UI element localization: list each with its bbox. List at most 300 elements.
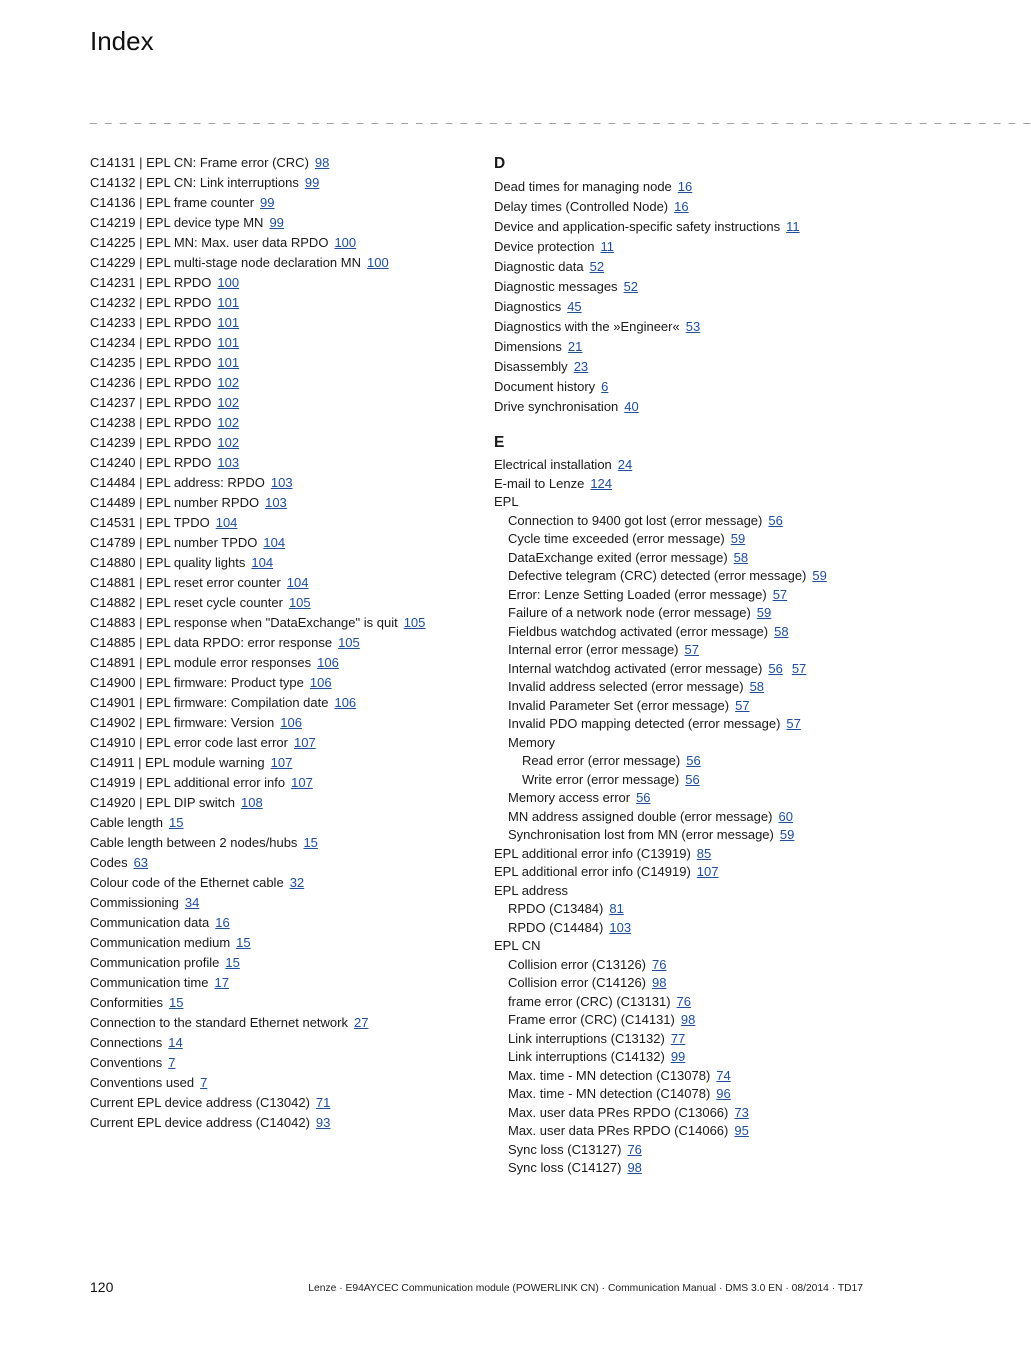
- page-link[interactable]: 100: [334, 235, 357, 250]
- index-entry-term: Max. time - MN detection (C14078): [508, 1086, 711, 1101]
- index-entry: [90, 713, 475, 733]
- index-entry: [494, 993, 874, 1012]
- index-entry-term: C14136 | EPL frame counter: [90, 195, 255, 210]
- page-link[interactable]: 107: [294, 735, 316, 750]
- page-link[interactable]: 15: [236, 935, 251, 950]
- index-entry: [494, 623, 874, 642]
- page-link[interactable]: 59: [730, 531, 746, 546]
- index-entry-term: Communication profile: [90, 955, 220, 970]
- index-entry: [90, 473, 475, 493]
- index-entry-term: C14531 | EPL TPDO: [90, 515, 210, 530]
- index-entry-term: Connections: [90, 1035, 163, 1050]
- index-entry-term: Max. user data PRes RPDO (C13066): [508, 1104, 729, 1120]
- index-entry: [494, 197, 874, 217]
- index-entry: [90, 233, 475, 253]
- page-link[interactable]: 103: [265, 495, 287, 510]
- index-entry-term: EPL additional error info (C13919): [494, 845, 691, 861]
- footer-text: Lenze · E94AYCEC Communication module (POWERLINK CN) · Communication Manual · DMS 3.0 EN · 08/2014 · TD17: [308, 1283, 863, 1294]
- page-link[interactable]: 100: [217, 275, 240, 290]
- index-entry: [494, 1067, 874, 1086]
- index-entry: [90, 913, 475, 933]
- index-entry-term: Electrical installation: [494, 457, 612, 472]
- page-link[interactable]: 45: [567, 299, 582, 314]
- index-entry-term: Device protection: [494, 239, 595, 254]
- index-entry: [90, 593, 475, 613]
- index-entry: [494, 377, 874, 397]
- index-entry-term: Link interruptions (C13132): [508, 1030, 665, 1046]
- index-entry: [90, 193, 475, 213]
- index-entry: [90, 293, 475, 313]
- index-entry-term: C14235 | EPL RPDO: [90, 355, 212, 370]
- index-entry-term: Codes: [90, 855, 128, 870]
- index-entry: [90, 313, 475, 333]
- index-entry: [494, 752, 874, 771]
- page-link[interactable]: 76: [676, 993, 692, 1009]
- index-entry: [90, 953, 475, 973]
- page-link[interactable]: 99: [670, 1049, 686, 1064]
- index-entry: [494, 974, 874, 993]
- index-entry: [90, 613, 475, 633]
- index-entry: [90, 973, 475, 993]
- page-link[interactable]: 93: [315, 1115, 331, 1130]
- index-entry-term: EPL additional error info (C14919): [494, 864, 691, 879]
- index-entry: [90, 633, 475, 653]
- index-entry: [90, 833, 475, 853]
- page-link[interactable]: 105: [403, 615, 426, 630]
- index-entry: [494, 956, 874, 975]
- page-link[interactable]: 56: [685, 771, 700, 787]
- index-entry-term: Connection to the standard Ethernet network: [90, 1015, 348, 1030]
- index-entry-term: Error: Lenze Setting Loaded (error message): [508, 586, 767, 602]
- index-entry-term: C14880 | EPL quality lights: [90, 555, 246, 570]
- index-entry-term: Current EPL device address (C13042): [90, 1095, 310, 1110]
- page-link[interactable]: 53: [685, 319, 701, 334]
- index-entry: [494, 641, 874, 660]
- index-entry-term: DataExchange exited (error message): [508, 549, 728, 565]
- index-entry: [494, 237, 874, 257]
- index-entry: [90, 1113, 475, 1133]
- index-entry-term: Defective telegram (CRC) detected (error message): [508, 568, 807, 583]
- index-entry: [494, 900, 874, 919]
- index-entry: [90, 453, 475, 473]
- page-link[interactable]: 71: [315, 1095, 331, 1110]
- index-entry: [90, 1033, 475, 1053]
- page-link[interactable]: 59: [756, 605, 772, 620]
- index-entry: [90, 893, 475, 913]
- index-entry-term: C14484 | EPL address: RPDO: [90, 475, 265, 490]
- page-link[interactable]: 58: [733, 549, 749, 565]
- index-entry: [494, 808, 874, 827]
- index-letter-heading: D: [494, 155, 506, 172]
- index-entry-term: C14232 | EPL RPDO: [90, 295, 212, 310]
- index-entry-term: Document history: [494, 379, 596, 394]
- page-link[interactable]: 77: [670, 1030, 686, 1046]
- page-link[interactable]: 59: [779, 827, 795, 842]
- index-entry: [494, 177, 874, 197]
- page-link[interactable]: 124: [590, 475, 613, 491]
- index-entry: [494, 586, 874, 605]
- page-link[interactable]: 57: [684, 642, 699, 657]
- page-link[interactable]: 15: [169, 815, 184, 830]
- page-link[interactable]: 58: [774, 623, 789, 639]
- page-link[interactable]: 57: [791, 660, 807, 676]
- index-entry: [494, 217, 874, 237]
- page-link[interactable]: 73: [734, 1104, 749, 1120]
- index-entry: [494, 1030, 874, 1049]
- index-entry-term: Conventions used: [90, 1075, 195, 1090]
- page-link[interactable]: 105: [288, 595, 311, 610]
- page-link[interactable]: 15: [168, 995, 184, 1010]
- index-entry-term: Link interruptions (C14132): [508, 1049, 665, 1064]
- index-entry-term: Drive synchronisation: [494, 399, 619, 414]
- index-entry-term: C14229 | EPL multi-stage node declaration MN: [90, 255, 361, 270]
- index-entry: [494, 697, 874, 716]
- index-entry: [494, 397, 874, 417]
- index-entry-term: C14239 | EPL RPDO: [90, 435, 212, 450]
- index-entry-term: Diagnostic data: [494, 259, 584, 274]
- index-entry: [90, 253, 475, 273]
- page-link[interactable]: 98: [314, 155, 330, 170]
- index-entry: [90, 933, 475, 953]
- index-entry-term: C14238 | EPL RPDO: [90, 415, 212, 430]
- index-entry-term: Device and application-specific safety instructions: [494, 219, 781, 234]
- index-entry: [494, 1104, 874, 1123]
- index-entry-term: EPL address: [494, 882, 568, 898]
- index-entry-term: Cable length: [90, 815, 163, 830]
- index-entry: [494, 660, 874, 679]
- index-entry: [494, 882, 874, 901]
- index-entry-term: Communication medium: [90, 935, 231, 950]
- index-entry: [90, 273, 475, 293]
- page-link[interactable]: 98: [627, 1160, 642, 1175]
- page-link[interactable]: 76: [627, 1141, 642, 1157]
- page-link[interactable]: 104: [251, 555, 274, 570]
- page-link[interactable]: 11: [600, 239, 614, 254]
- index-entry: [90, 753, 475, 773]
- index-entry-term: Invalid PDO mapping detected (error message): [508, 716, 781, 731]
- index-entry-term: Conformities: [90, 995, 163, 1010]
- page-link[interactable]: 76: [652, 956, 667, 972]
- page-title: Index: [90, 26, 154, 56]
- page-link[interactable]: 104: [215, 515, 238, 530]
- index-entry-term: Collision error (C14126): [508, 975, 646, 990]
- index-entry-term: C14219 | EPL device type MN: [90, 215, 264, 230]
- index-entry-term: C14882 | EPL reset cycle counter: [90, 595, 283, 610]
- index-entry: [494, 567, 874, 586]
- index-entry: [90, 153, 475, 173]
- page-link[interactable]: 101: [217, 315, 240, 330]
- index-entry-term: EPL: [494, 494, 519, 509]
- index-entry-term: Sync loss (C13127): [508, 1141, 622, 1157]
- page-link[interactable]: 95: [734, 1123, 749, 1138]
- index-entry: [494, 1048, 874, 1067]
- index-entry-term: C14234 | EPL RPDO: [90, 335, 212, 350]
- index-entry-term: Invalid Parameter Set (error message): [508, 697, 730, 713]
- page-link[interactable]: 34: [184, 895, 200, 910]
- index-entry: [90, 1093, 475, 1113]
- index-entry-term: RPDO (C13484): [508, 901, 604, 916]
- page-link[interactable]: 15: [303, 835, 318, 850]
- index-entry: [90, 213, 475, 233]
- page-link[interactable]: 32: [289, 875, 305, 890]
- index-entry: [494, 771, 874, 790]
- index-entry-term: C14900 | EPL firmware: Product type: [90, 675, 304, 690]
- index-entry-term: C14891 | EPL module error responses: [90, 655, 312, 670]
- index-entry-term: Synchronisation lost from MN (error message): [508, 827, 774, 842]
- page-link[interactable]: 74: [716, 1067, 731, 1083]
- index-entry: [494, 337, 874, 357]
- page-link[interactable]: 57: [772, 586, 788, 602]
- header-divider: _ _ _ _ _ _ _ _ _ _ _ _ _ _ _ _ _ _ _ _ _ _ _ _ _ _ _ _ _ _ _ _ _ _ _ _ _ _ _ _ _ _ _ _ _ _ _ _ _ _ _ _ _ _ _ _ _ _ _ _ _ _ _ _: [90, 110, 1031, 124]
- index-entry-term: Conventions: [90, 1055, 163, 1070]
- page-link[interactable]: 16: [215, 915, 230, 930]
- page-link[interactable]: 23: [573, 359, 589, 374]
- page-link[interactable]: 101: [217, 355, 240, 370]
- index-entry-term: C14883 | EPL response when "DataExchange" is quit: [90, 615, 398, 630]
- index-entry: [494, 863, 874, 882]
- index-entry: [90, 333, 475, 353]
- page-link[interactable]: 56: [768, 512, 783, 528]
- page-link[interactable]: 106: [309, 675, 332, 690]
- page-link[interactable]: 108: [241, 795, 263, 810]
- index-entry: [90, 513, 475, 533]
- index-entry: [90, 813, 475, 833]
- index-entry-term: Diagnostic messages: [494, 279, 618, 294]
- index-entry-term: Write error (error message): [522, 771, 680, 787]
- index-entry: [90, 853, 475, 873]
- index-entry-term: C14885 | EPL data RPDO: error response: [90, 635, 333, 650]
- index-entry: [90, 533, 475, 553]
- index-entry: [494, 789, 874, 808]
- page-link[interactable]: 60: [778, 808, 793, 824]
- index-entry: [90, 1013, 475, 1033]
- page-link[interactable]: 99: [269, 215, 284, 230]
- page-link[interactable]: 106: [334, 695, 357, 710]
- page-link[interactable]: 63: [133, 855, 149, 870]
- index-entry: [494, 1122, 874, 1141]
- index-entry-term: Memory access error: [508, 790, 631, 805]
- page-link[interactable]: 102: [217, 375, 240, 390]
- index-entry: [494, 493, 874, 512]
- page-link[interactable]: 81: [609, 901, 624, 916]
- index-entry: [90, 373, 475, 393]
- page-link[interactable]: 101: [217, 295, 240, 310]
- index-entry: [494, 357, 874, 377]
- index-entry-term: C14233 | EPL RPDO: [90, 315, 212, 330]
- index-entry-term: Diagnostics with the »Engineer«: [494, 319, 680, 334]
- index-entry-term: Disassembly: [494, 359, 568, 374]
- index-entry-term: Collision error (C13126): [508, 956, 646, 972]
- index-entry: [90, 393, 475, 413]
- index-entry: [494, 512, 874, 531]
- index-letter-heading: E: [494, 434, 505, 451]
- index-entry: [494, 1159, 874, 1178]
- index-entry: [494, 530, 874, 549]
- index-entry-term: Frame error (CRC) (C14131): [508, 1012, 675, 1027]
- page-link[interactable]: 99: [304, 175, 320, 190]
- index-column-right: [494, 153, 874, 1178]
- index-entry: [494, 1141, 874, 1160]
- page-link[interactable]: 104: [263, 535, 286, 550]
- page-link[interactable]: 57: [786, 716, 801, 731]
- index-entry-term: Cable length between 2 nodes/hubs: [90, 835, 298, 850]
- index-entry: [90, 553, 475, 573]
- index-entry-term: C14920 | EPL DIP switch: [90, 795, 236, 810]
- page-link[interactable]: 59: [812, 568, 827, 583]
- page-link[interactable]: 107: [270, 755, 293, 770]
- page-link[interactable]: 52: [589, 259, 605, 274]
- page-link[interactable]: 96: [716, 1086, 731, 1101]
- index-entry: [494, 919, 874, 938]
- page-link[interactable]: 103: [270, 475, 293, 490]
- section-gap: [494, 417, 874, 432]
- index-entry-term: Internal watchdog activated (error message): [508, 660, 763, 676]
- index-entry: [90, 693, 475, 713]
- page-link[interactable]: 102: [217, 435, 240, 450]
- index-entry: [90, 993, 475, 1013]
- index-entry-term: C14789 | EPL number TPDO: [90, 535, 258, 550]
- page-link[interactable]: 103: [609, 919, 632, 935]
- index-entry-term: Delay times (Controlled Node): [494, 199, 669, 214]
- index-entry-term: C14489 | EPL number RPDO: [90, 495, 260, 510]
- index-entry: [90, 773, 475, 793]
- index-entry: [90, 1073, 475, 1093]
- index-entry: [90, 353, 475, 373]
- index-entry: [90, 873, 475, 893]
- index-entry: [494, 549, 874, 568]
- index-entry: [90, 573, 475, 593]
- index-entry-term: C14881 | EPL reset error counter: [90, 575, 281, 590]
- page-link[interactable]: 52: [623, 279, 639, 294]
- index-entry-term: C14902 | EPL firmware: Version: [90, 715, 275, 730]
- index-entry-term: Sync loss (C14127): [508, 1160, 622, 1175]
- page-link[interactable]: 56: [636, 790, 651, 805]
- index-entry-term: Communication data: [90, 915, 210, 930]
- page-link[interactable]: 107: [291, 775, 313, 790]
- index-entry: [494, 257, 874, 277]
- index-entry: [494, 456, 874, 475]
- page-link[interactable]: 100: [367, 255, 389, 270]
- page-link[interactable]: 15: [225, 955, 240, 970]
- index-entry: [494, 277, 874, 297]
- page-link[interactable]: 7: [200, 1075, 208, 1090]
- index-entry-term: Diagnostics: [494, 299, 562, 314]
- index-entry-term: Invalid address selected (error message): [508, 679, 744, 694]
- index-entry-term: Failure of a network node (error message): [508, 605, 751, 620]
- index-entry-term: C14132 | EPL CN: Link interruptions: [90, 175, 299, 190]
- index-column-left: [90, 153, 475, 1133]
- index-entry-term: C14901 | EPL firmware: Compilation date: [90, 695, 329, 710]
- index-entry-term: Colour code of the Ethernet cable: [90, 875, 284, 890]
- index-entry-term: Cycle time exceeded (error message): [508, 531, 725, 546]
- index-entry: [494, 845, 874, 864]
- index-entry-term: C14236 | EPL RPDO: [90, 375, 212, 390]
- page-link[interactable]: 103: [217, 455, 240, 470]
- page-number: 120: [90, 1279, 114, 1295]
- index-entry: [494, 604, 874, 623]
- page-link[interactable]: 14: [168, 1035, 183, 1050]
- index-entry: [494, 297, 874, 317]
- page-link[interactable]: 16: [674, 199, 689, 214]
- index-entry: [90, 653, 475, 673]
- index-entry: [494, 734, 874, 753]
- index-entry: [494, 937, 874, 956]
- index-entry-term: Connection to 9400 got lost (error message): [508, 512, 763, 528]
- page-link[interactable]: 102: [217, 415, 240, 430]
- index-entry: [494, 475, 874, 494]
- index-entry: [90, 173, 475, 193]
- page-link[interactable]: 99: [260, 195, 275, 210]
- page-link[interactable]: 58: [749, 679, 765, 694]
- index-entry-term: Max. time - MN detection (C13078): [508, 1067, 711, 1083]
- page-link[interactable]: 107: [696, 864, 719, 879]
- index-entry-term: Read error (error message): [522, 753, 681, 768]
- page-link[interactable]: 6: [601, 379, 609, 394]
- page-link[interactable]: 85: [696, 845, 712, 861]
- page-link[interactable]: 98: [680, 1012, 696, 1027]
- page-link[interactable]: 21: [567, 339, 583, 354]
- index-entry: [90, 793, 475, 813]
- page-link[interactable]: 16: [677, 179, 693, 194]
- page-link[interactable]: 104: [286, 575, 309, 590]
- index-entry-term: Internal error (error message): [508, 642, 679, 657]
- page-link[interactable]: 56: [686, 753, 701, 768]
- page-link[interactable]: 106: [317, 655, 339, 670]
- index-entry-term: E-mail to Lenze: [494, 475, 585, 491]
- index-entry: [494, 715, 874, 734]
- index-entry-term: RPDO (C14484): [508, 919, 604, 935]
- index-entry: [90, 733, 475, 753]
- page-link[interactable]: 101: [217, 335, 240, 350]
- page-link[interactable]: 17: [214, 975, 229, 990]
- page-link[interactable]: 27: [354, 1015, 369, 1030]
- index-entry-term: C14919 | EPL additional error info: [90, 775, 286, 790]
- index-entry: [90, 433, 475, 453]
- page-link[interactable]: 11: [786, 219, 800, 234]
- index-entry: [494, 317, 874, 337]
- index-entry-term: Current EPL device address (C14042): [90, 1115, 310, 1130]
- index-entry-term: C14225 | EPL MN: Max. user data RPDO: [90, 235, 329, 250]
- index-entry-term: Dimensions: [494, 339, 562, 354]
- page-link[interactable]: 102: [217, 395, 240, 410]
- index-entry: [494, 678, 874, 697]
- index-entry-term: Dead times for managing node: [494, 179, 672, 194]
- index-entry-term: C14240 | EPL RPDO: [90, 455, 212, 470]
- page-link[interactable]: 105: [338, 635, 360, 650]
- index-entry-term: C14911 | EPL module warning: [90, 755, 265, 770]
- index-entry: [494, 1085, 874, 1104]
- page-link[interactable]: 7: [168, 1055, 176, 1070]
- index-entry-term: EPL CN: [494, 938, 541, 953]
- index-entry-term: C14131 | EPL CN: Frame error (CRC): [90, 155, 309, 170]
- index-entry: [494, 826, 874, 845]
- page-link[interactable]: 98: [652, 975, 667, 990]
- page-link[interactable]: 106: [280, 715, 302, 730]
- index-entry: [90, 493, 475, 513]
- index-entry-term: frame error (CRC) (C13131): [508, 993, 671, 1009]
- page-link[interactable]: 57: [735, 697, 750, 713]
- page-link[interactable]: 56: [768, 660, 783, 676]
- index-entry: [90, 673, 475, 693]
- index-entry-term: Max. user data PRes RPDO (C14066): [508, 1123, 729, 1138]
- index-entry-term: Commissioning: [90, 895, 179, 910]
- page-link[interactable]: 40: [624, 399, 639, 414]
- index-entry-term: Memory: [508, 734, 555, 750]
- index-entry-term: C14237 | EPL RPDO: [90, 395, 212, 410]
- index-entry-term: Fieldbus watchdog activated (error message): [508, 623, 769, 639]
- page-link[interactable]: 24: [617, 457, 633, 472]
- index-entry-term: C14231 | EPL RPDO: [90, 275, 212, 290]
